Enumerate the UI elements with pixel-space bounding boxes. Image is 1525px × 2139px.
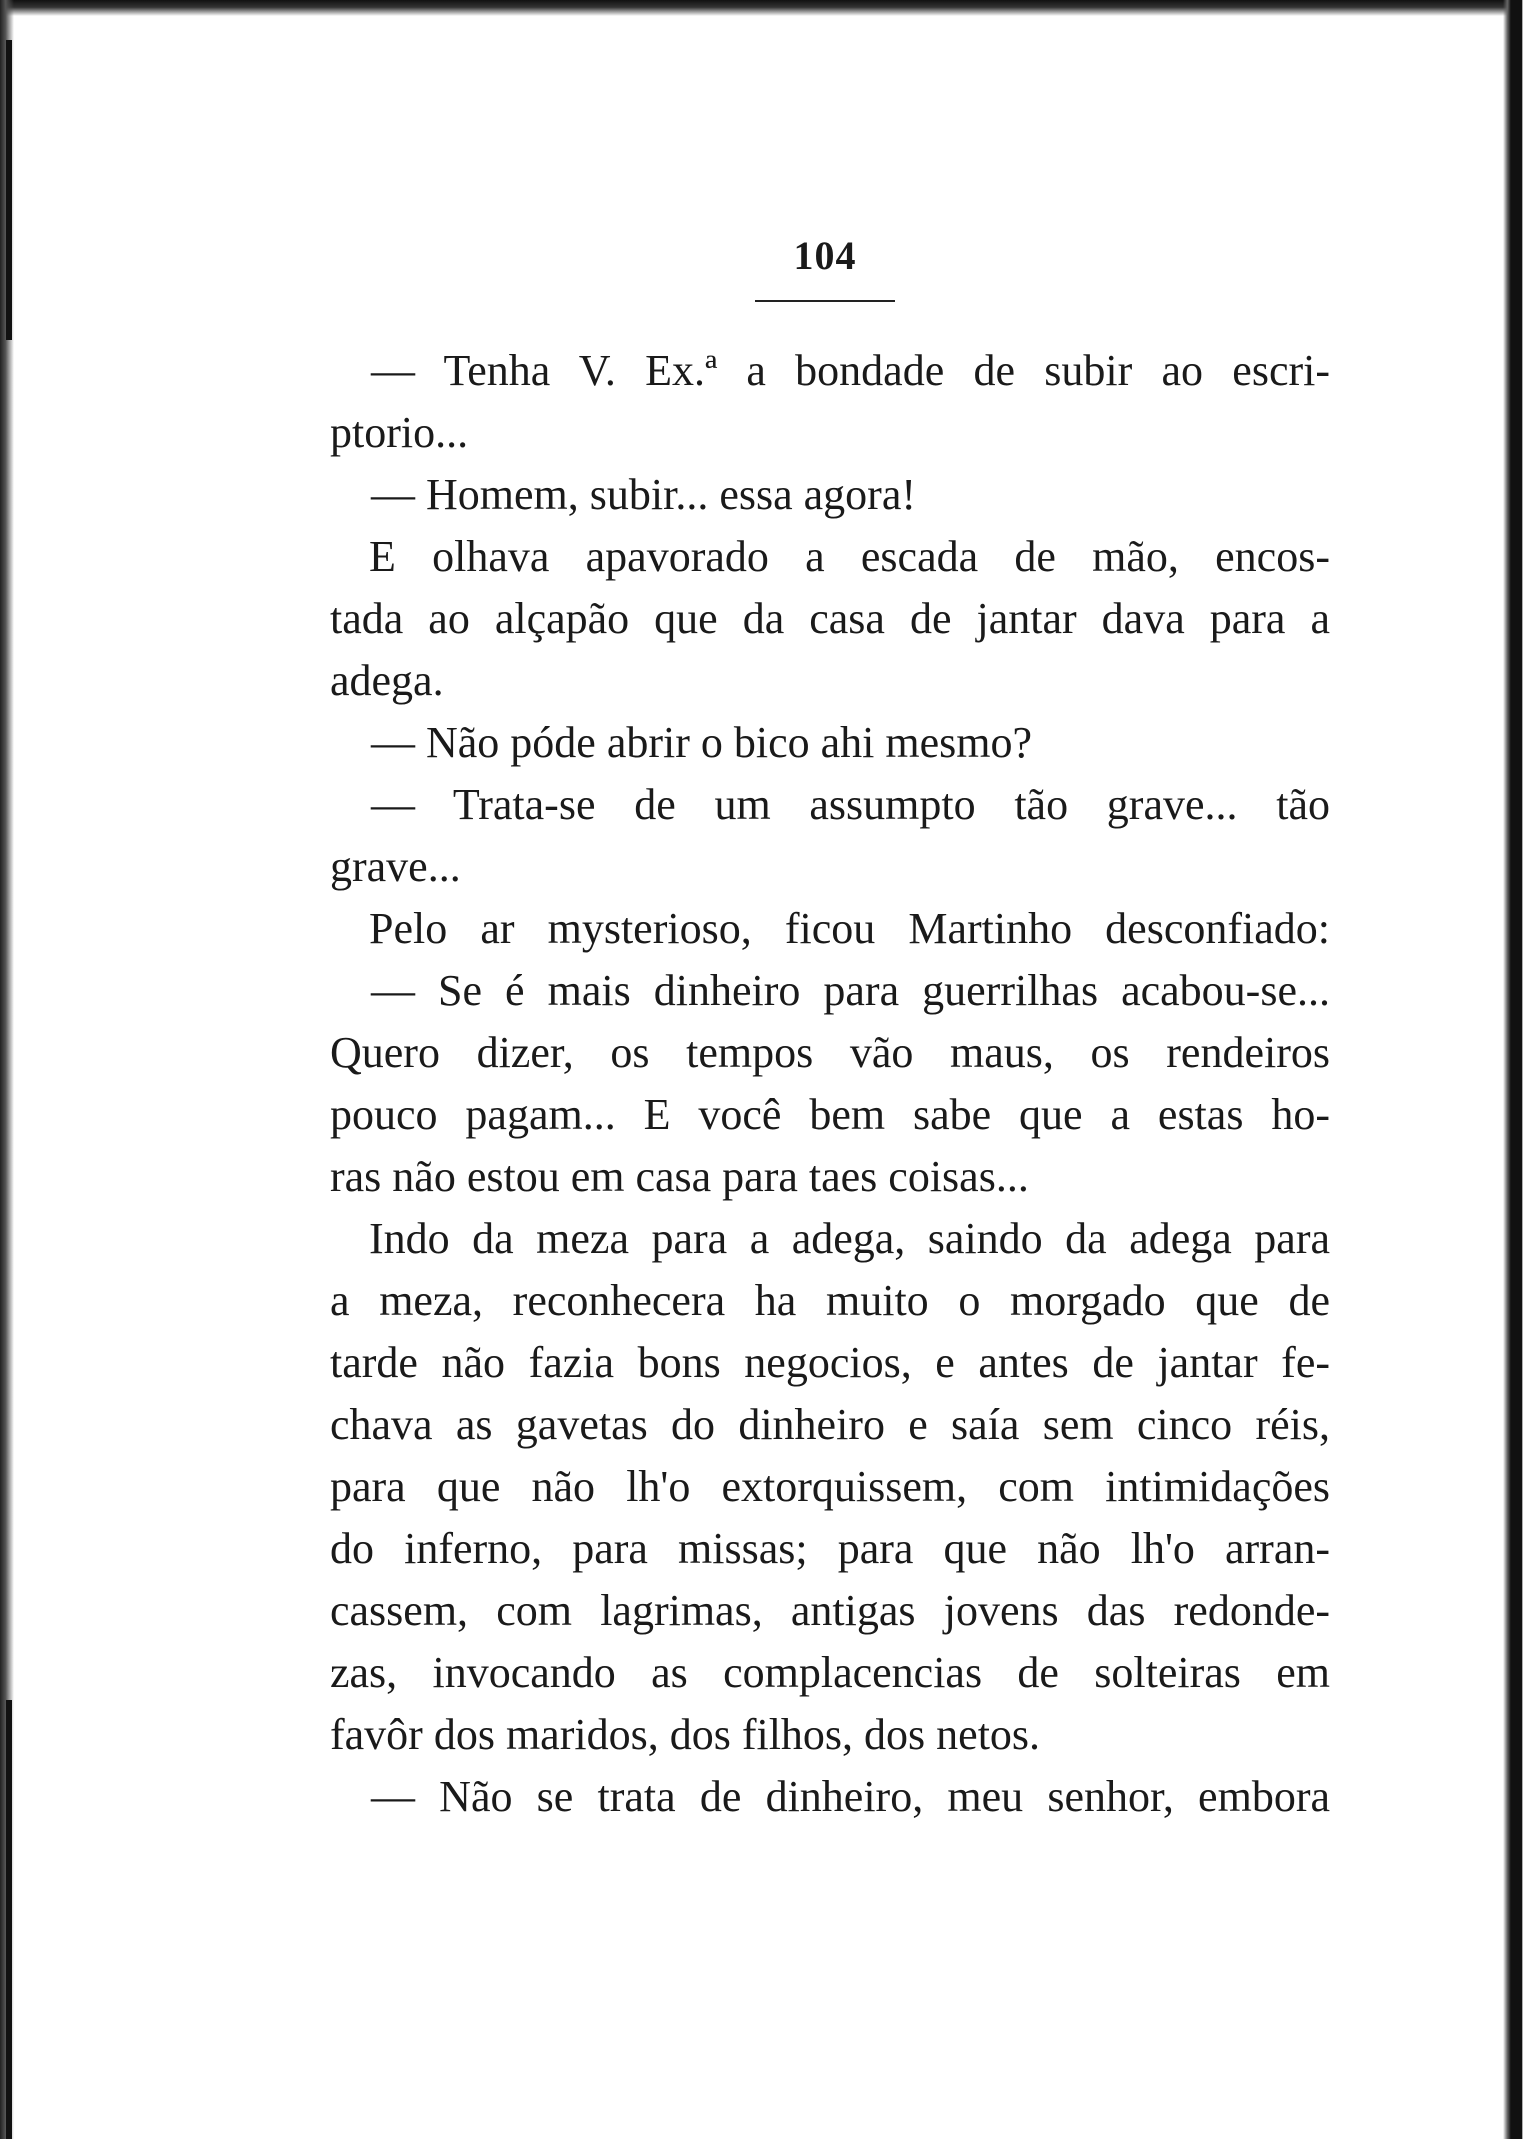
text-line: — Não póde abrir o bico ahi mesmo? bbox=[371, 718, 1033, 767]
text-line: ras não estou em casa para taes coisas... bbox=[330, 1152, 1029, 1201]
text-line: Pelo ar mysterioso, ficou Martinho desconfiado: bbox=[369, 904, 1330, 953]
text-line: Quero dizer, os tempos vão maus, os rendeiros bbox=[330, 1028, 1330, 1077]
text-line: E olhava apavorado a escada de mão, encos- bbox=[369, 532, 1330, 581]
text-line: chava as gavetas do dinheiro e saía sem cinco réis, bbox=[330, 1400, 1330, 1449]
body-text bbox=[330, 340, 1330, 1828]
text-line: para que não lh'o extorquissem, com intimidações bbox=[330, 1462, 1330, 1511]
text-line: tarde não fazia bons negocios, e antes de jantar fe- bbox=[330, 1338, 1330, 1387]
text-line: — Trata-se de um assumpto tão grave... tão bbox=[371, 780, 1330, 829]
text-line: tada ao alçapão que da casa de jantar dava para a bbox=[330, 594, 1330, 643]
text-line: zas, invocando as complacencias de solteiras em bbox=[330, 1648, 1330, 1697]
text-line: — Não se trata de dinheiro, meu senhor, embora bbox=[371, 1772, 1330, 1821]
text-line: do inferno, para missas; para que não lh'o arran- bbox=[330, 1524, 1330, 1573]
text-line: a meza, reconhecera ha muito o morgado que de bbox=[330, 1276, 1330, 1325]
scan-edge-top bbox=[0, 0, 1525, 16]
text-line: grave... bbox=[330, 842, 461, 891]
scan-edge-right bbox=[1503, 0, 1525, 2139]
page-number: 104 bbox=[793, 233, 857, 278]
text-line: adega. bbox=[330, 656, 444, 705]
scan-edge-left-mark bbox=[6, 1700, 12, 2139]
text-line: pouco pagam... E você bem sabe que a estas ho- bbox=[330, 1090, 1330, 1139]
scan-edge-left-mark bbox=[6, 40, 12, 340]
text-line: Indo da meza para a adega, saindo da adega para bbox=[369, 1214, 1330, 1263]
text-line: favôr dos maridos, dos filhos, dos netos. bbox=[330, 1710, 1041, 1759]
text-line: — Homem, subir... essa agora! bbox=[371, 470, 916, 519]
text-line: cassem, com lagrimas, antigas jovens das redonde- bbox=[330, 1586, 1330, 1635]
text-line: ptorio... bbox=[330, 408, 469, 457]
text-line: — Tenha V. Ex.ª a bondade de subir ao escri- bbox=[371, 346, 1330, 395]
text-line: — Se é mais dinheiro para guerrilhas acabou-se... bbox=[371, 966, 1330, 1015]
header-rule bbox=[755, 300, 895, 302]
